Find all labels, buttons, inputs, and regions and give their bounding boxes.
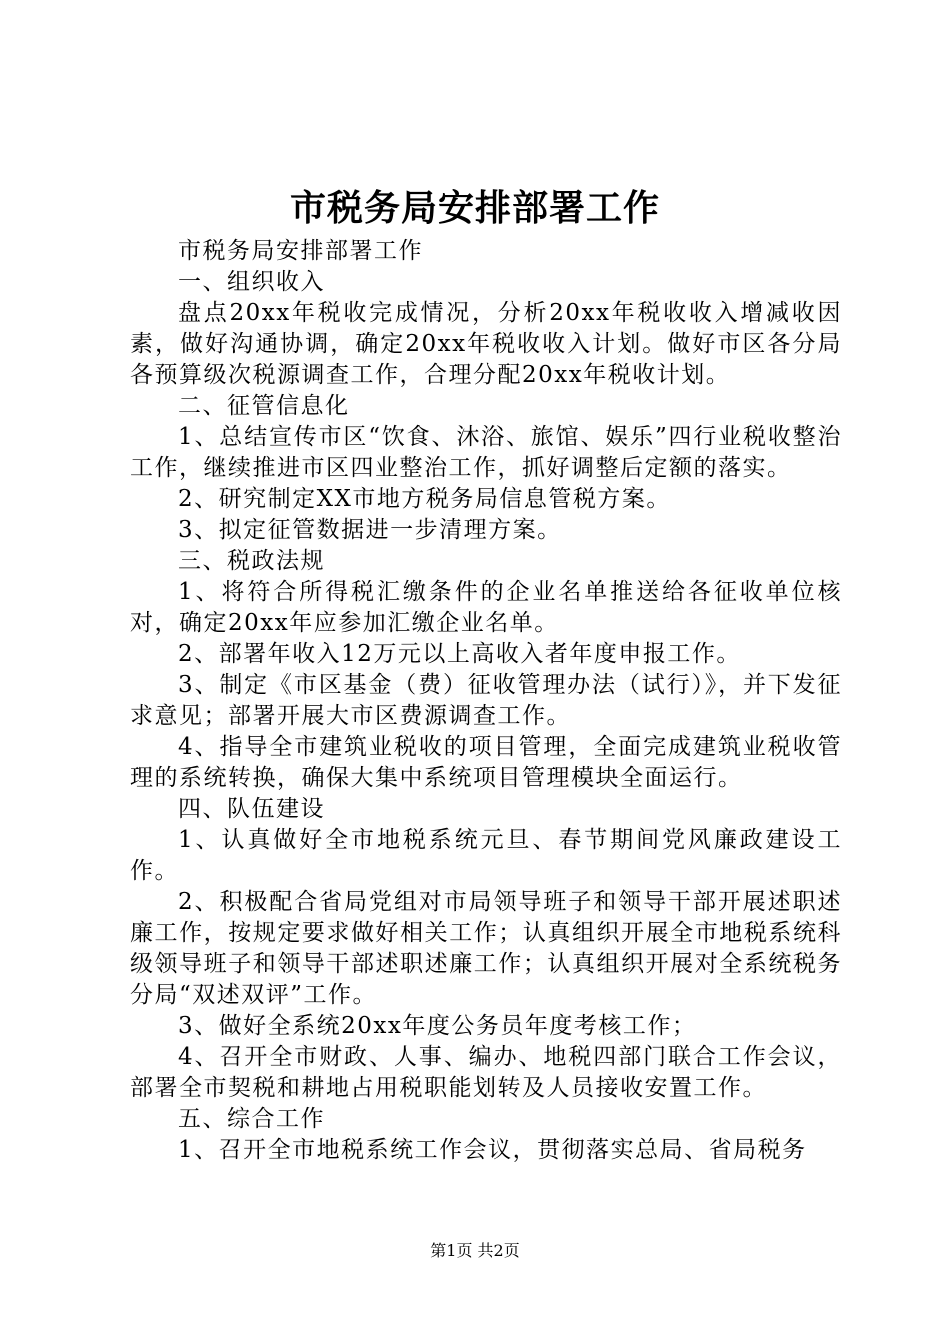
paragraph: 4、指导全市建筑业税收的项目管理，全面完成建筑业税收管理的系统转换，确保大集中系统项目管理模块全面运行。 <box>130 734 842 791</box>
paragraph: 4、召开全市财政、人事、编办、地税四部门联合工作会议，部署全市契税和耕地占用税职能划转及人员接收安置工作。 <box>130 1044 842 1101</box>
paragraph: 3、做好全系统20xx年度公务员年度考核工作； <box>178 1013 697 1039</box>
paragraph: 2、部署年收入12万元以上高收入者年度申报工作。 <box>178 641 741 667</box>
paragraph: 2、积极配合省局党组对市局领导班子和领导干部开展述职述廉工作，按规定要求做好相关工作；认真组织开展全市地税系统科级领导班子和领导干部述职述廉工作；认真组织开展对全系统税务分局“双述双评”工作。 <box>130 889 842 1008</box>
document-body <box>130 236 842 1166</box>
section-heading-regulations: 三、税政法规 <box>178 548 325 574</box>
paragraph: 1、召开全市地税系统工作会议，贯彻落实总局、省局税务 <box>178 1137 807 1163</box>
paragraph-doc-heading: 市税务局安排部署工作 <box>178 238 423 264</box>
paragraph: 3、制定《市区基金（费）征收管理办法（试行）》，并下发征求意见；部署开展大市区费源调查工作。 <box>130 672 842 729</box>
paragraph: 1、总结宣传市区“饮食、沐浴、旅馆、娱乐”四行业税收整治工作，继续推进市区四业整治工作，抓好调整后定额的落实。 <box>130 424 842 481</box>
page-footer: 第1页 共2页 <box>430 1241 520 1260</box>
paragraph: 3、拟定征管数据进一步清理方案。 <box>178 517 562 543</box>
section-heading-team: 四、队伍建设 <box>178 796 325 822</box>
section-heading-revenue: 一、组织收入 <box>178 269 325 295</box>
section-heading-informatization: 二、征管信息化 <box>178 393 350 419</box>
paragraph: 1、将符合所得税汇缴条件的企业名单推送给各征收单位核对，确定20xx年应参加汇缴企业名单。 <box>130 579 842 636</box>
document-title: 市税务局安排部署工作 <box>289 187 660 229</box>
paragraph: 盘点20xx年税收完成情况，分析20xx年税收收入增减收因素，做好沟通协调，确定20xx年税收收入计划。做好市区各分局各预算级次税源调查工作，合理分配20xx年税收计划。 <box>130 300 842 388</box>
paragraph: 2、研究制定XX市地方税务局信息管税方案。 <box>178 486 671 512</box>
paragraph: 1、认真做好全市地税系统元旦、春节期间党风廉政建设工作。 <box>130 827 842 884</box>
section-heading-general: 五、综合工作 <box>178 1106 325 1132</box>
